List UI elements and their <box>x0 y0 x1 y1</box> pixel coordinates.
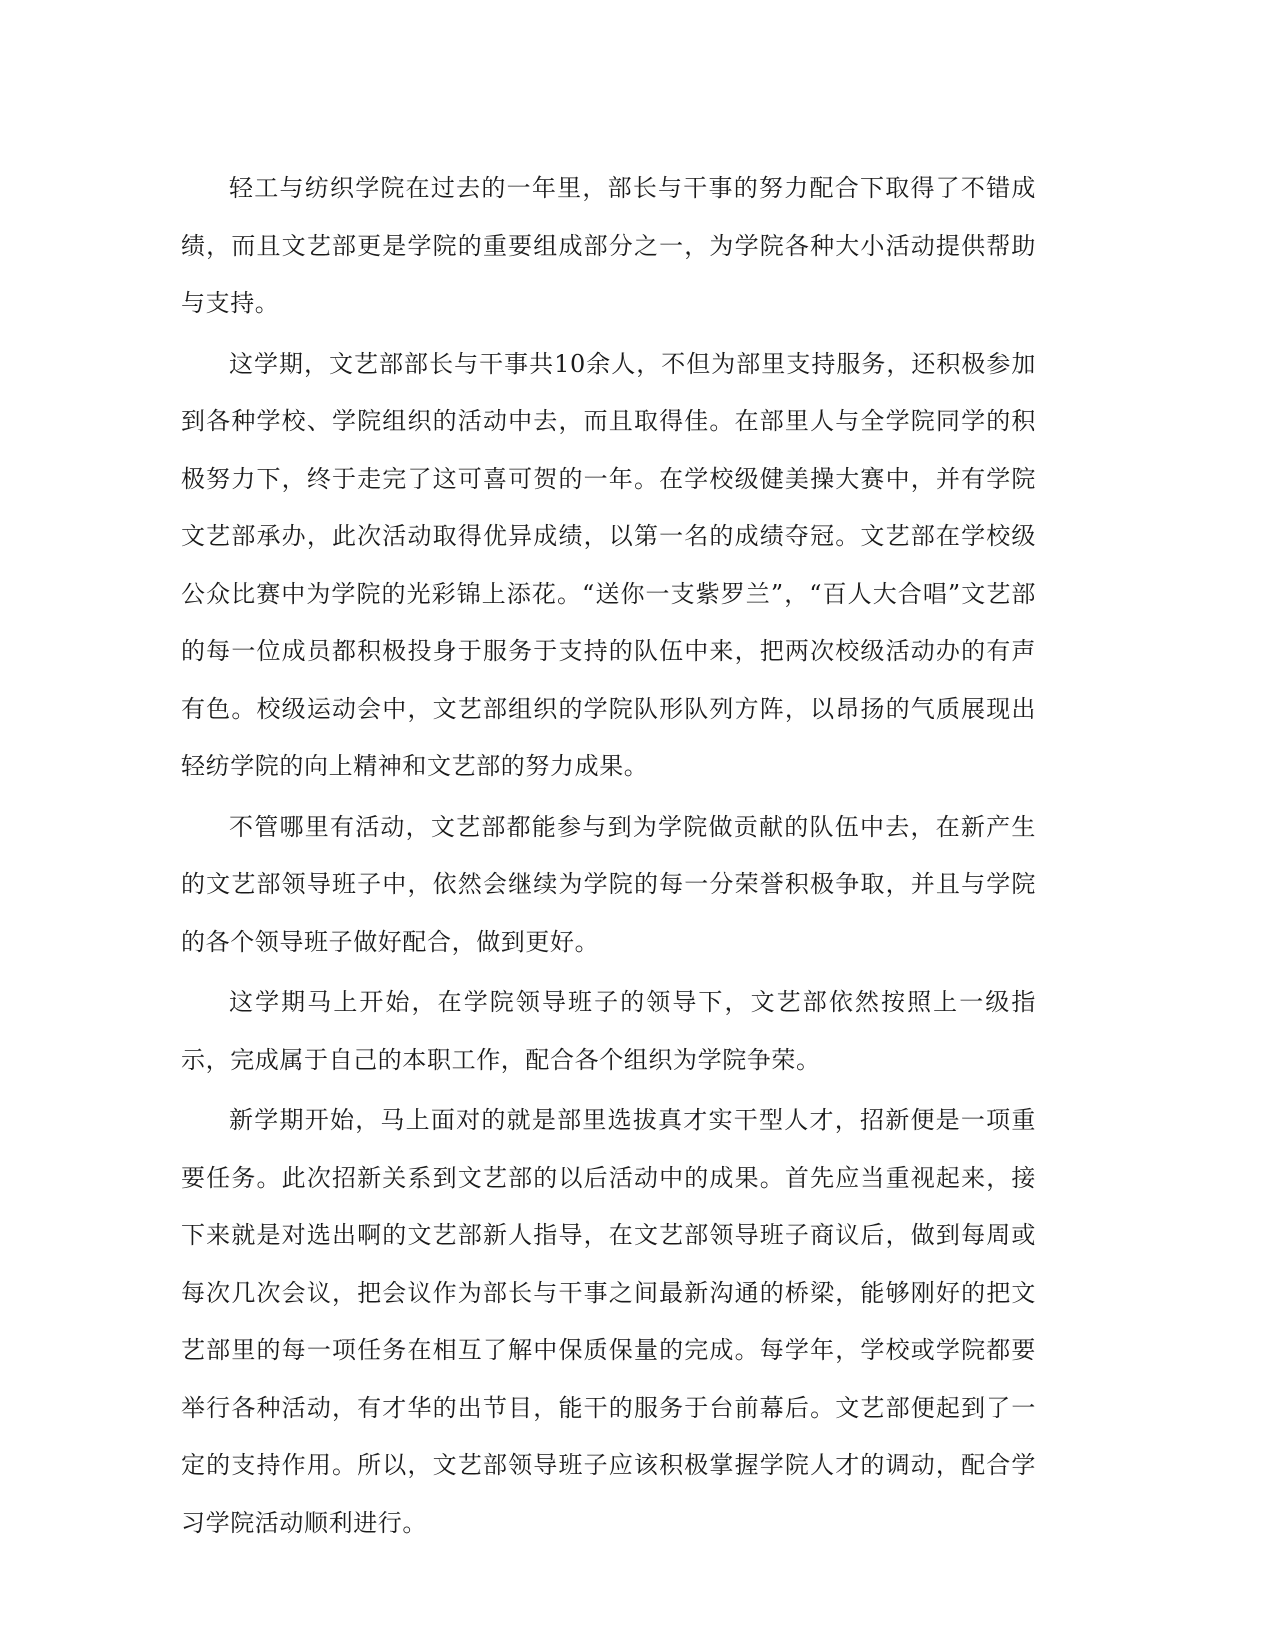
paragraph-5: 新学期开始，马上面对的就是部里选拔真才实干型人才，招新便是一项重要任务。此次招新关系到文艺部的以后活动中的成果。首先应当重视起来，接下来就是对选出啊的文艺部新人指导，在文艺部领导班子商议后，做到每周或每次几次会议，把会议作为部长与干事之间最新沟通的桥梁，能够刚好的把文艺部里的每一项任务在相互了解中保质保量的完成。每学年，学校或学院都要举行各种活动，有才华的出节目，能干的服务于台前幕后。文艺部便起到了一定的支持作用。所以，文艺部领导班子应该积极掌握学院人才的调动，配合学习学院活动顺利进行。 <box>181 1106 1036 1537</box>
paragraph-3: 不管哪里有活动，文艺部都能参与到为学院做贡献的队伍中去，在新产生的文艺部领导班子中，依然会继续为学院的每一分荣誉积极争取，并且与学院的各个领导班子做好配合，做到更好。 <box>181 812 1036 956</box>
paragraph-1: 轻工与纺织学院在过去的一年里，部长与干事的努力配合下取得了不错成绩，而且文艺部更是学院的重要组成部分之一，为学院各种大小活动提供帮助与支持。 <box>181 174 1036 317</box>
paragraph-2: 这学期，文艺部部长与干事共10余人，不但为部里支持服务，还积极参加到各种学校、学院组织的活动中去，而且取得佳。在部里人与全学院同学的积极努力下，终于走完了这可喜可贺的一年。在学校级健美操大赛中，并有学院文艺部承办，此次活动取得优异成绩，以第一名的成绩夺冠。文艺部在学校级公众比赛中为学院的光彩锦上添花。“送你一支紫罗兰”，“百人大合唱”文艺部的每一位成员都积极投身于服务于支持的队伍中来，把两次校级活动办的有声有色。校级运动会中，文艺部组织的学院队形队列方阵，以昂扬的气质展现出轻纺学院的向上精神和文艺部的努力成果。 <box>181 349 1036 780</box>
paragraph-4: 这学期马上开始，在学院领导班子的领导下，文艺部依然按照上一级指示，完成属于自己的本职工作，配合各个组织为学院争荣。 <box>181 988 1036 1074</box>
document-body <box>181 160 1036 1552</box>
